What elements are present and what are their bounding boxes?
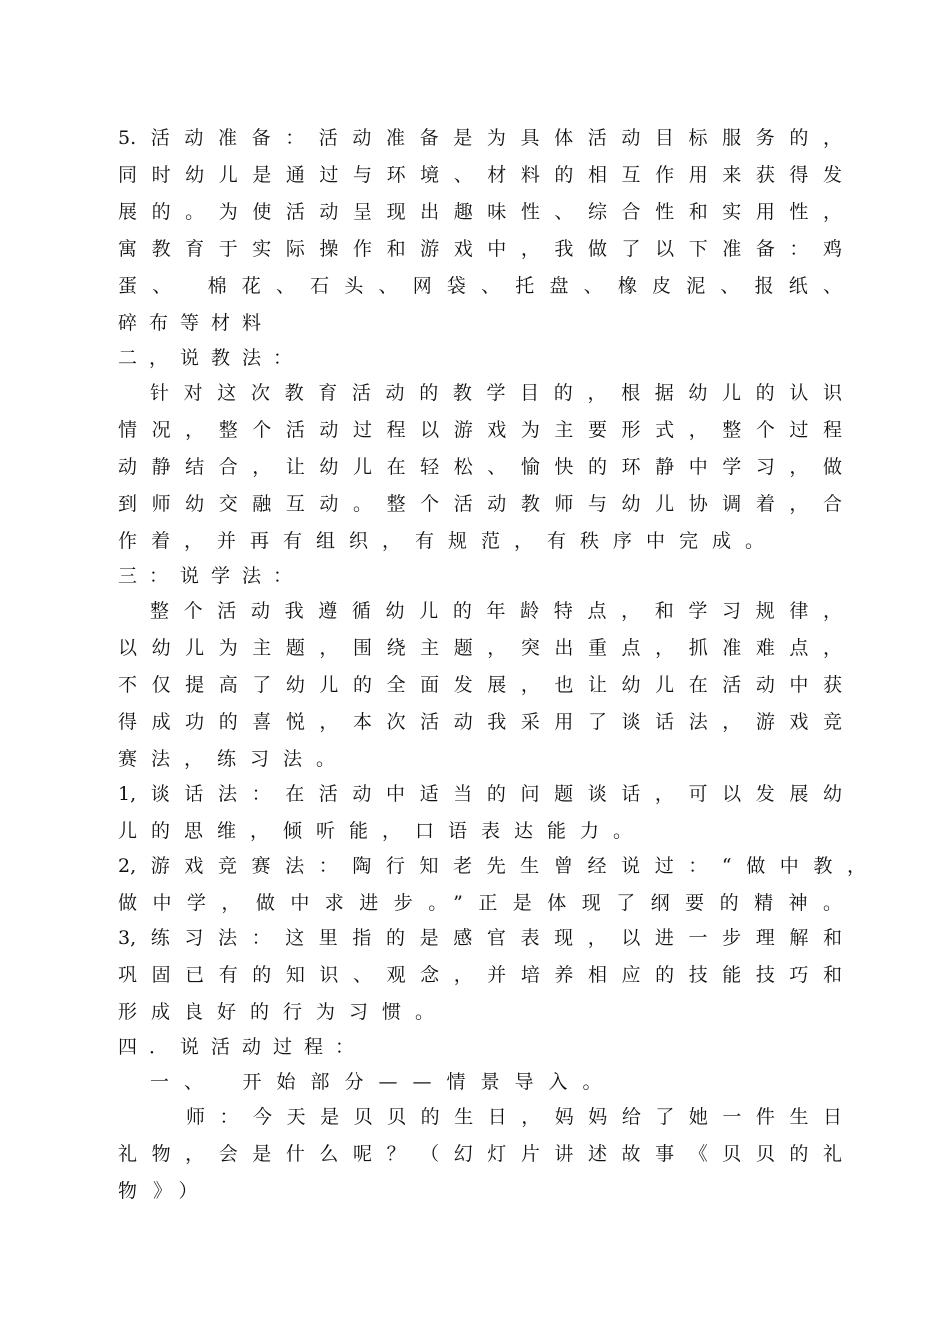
text-line: 巩固已有的知识、观念，并培养相应的技能技巧和 [118,964,842,986]
text-line: 动静结合，让幼儿在轻松、愉快的环静中学习，做 [118,456,842,478]
text-line: 寓教育于实际操作和游戏中，我做了以下准备：鸡 [118,238,842,260]
text-line: 2,游戏竞赛法：陶行知老先生曾经说过：“做中教， [118,855,866,877]
text-line: 到师幼交融互动。整个活动教师与幼儿协调着，合 [118,493,842,515]
text-line: 同时幼儿是通过与环境、材料的相互作用来获得发 [118,164,842,186]
text-line: 作着，并再有组织，有规范，有秩序中完成。 [118,530,779,552]
text-line: 师：今天是贝贝的生日，妈妈给了她一件生日 [186,1106,842,1128]
text-line: 做中学，做中求进步。”正是体现了纲要的精神。 [118,892,842,914]
text-line: 3,练习法：这里指的是感官表现，以进一步理解和 [118,927,842,949]
text-line: 针对这次教育活动的教学目的，根据幼儿的认识 [150,382,842,404]
text-line: 物》） [118,1180,214,1202]
text-line: 碎布等材料 [118,312,274,334]
text-line: 整个活动我遵循幼儿的年龄特点，和学习规律， [150,600,842,622]
text-line: 不仅提高了幼儿的全面发展，也让幼儿在活动中获 [118,674,842,696]
text-line: 1,谈话法：在活动中适当的问题谈话，可以发展幼 [118,783,842,805]
subsection-heading: 一、 开始部分——情景导入。 [150,1071,617,1093]
text-line: 5.活动准备：活动准备是为具体活动目标服务的， [118,127,842,149]
text-line: 儿的思维，倾听能，口语表达能力。 [118,820,647,842]
section-heading: 三：说学法： [118,565,305,587]
text-line: 展的。为使活动呈现出趣味性、综合性和实用性， [118,201,842,223]
text-line: 蛋、 棉花、石头、网袋、托盘、橡皮泥、报纸、 [118,275,842,297]
text-line: 以幼儿为主题，围绕主题，突出重点，抓准难点， [118,637,842,659]
text-line: 情况，整个活动过程以游戏为主要形式，整个过程 [118,419,842,441]
text-line: 礼物，会是什么呢？（幻灯片讲述故事《贝贝的礼 [118,1143,842,1165]
text-line: 形成良好的行为习惯。 [118,1001,449,1023]
text-line: 赛法，练习法。 [118,748,350,770]
section-heading: 二，说教法： [118,347,305,369]
section-heading: 四．说活动过程： [118,1036,367,1058]
text-line: 得成功的喜悦，本次活动我采用了谈话法，游戏竞 [118,711,842,733]
